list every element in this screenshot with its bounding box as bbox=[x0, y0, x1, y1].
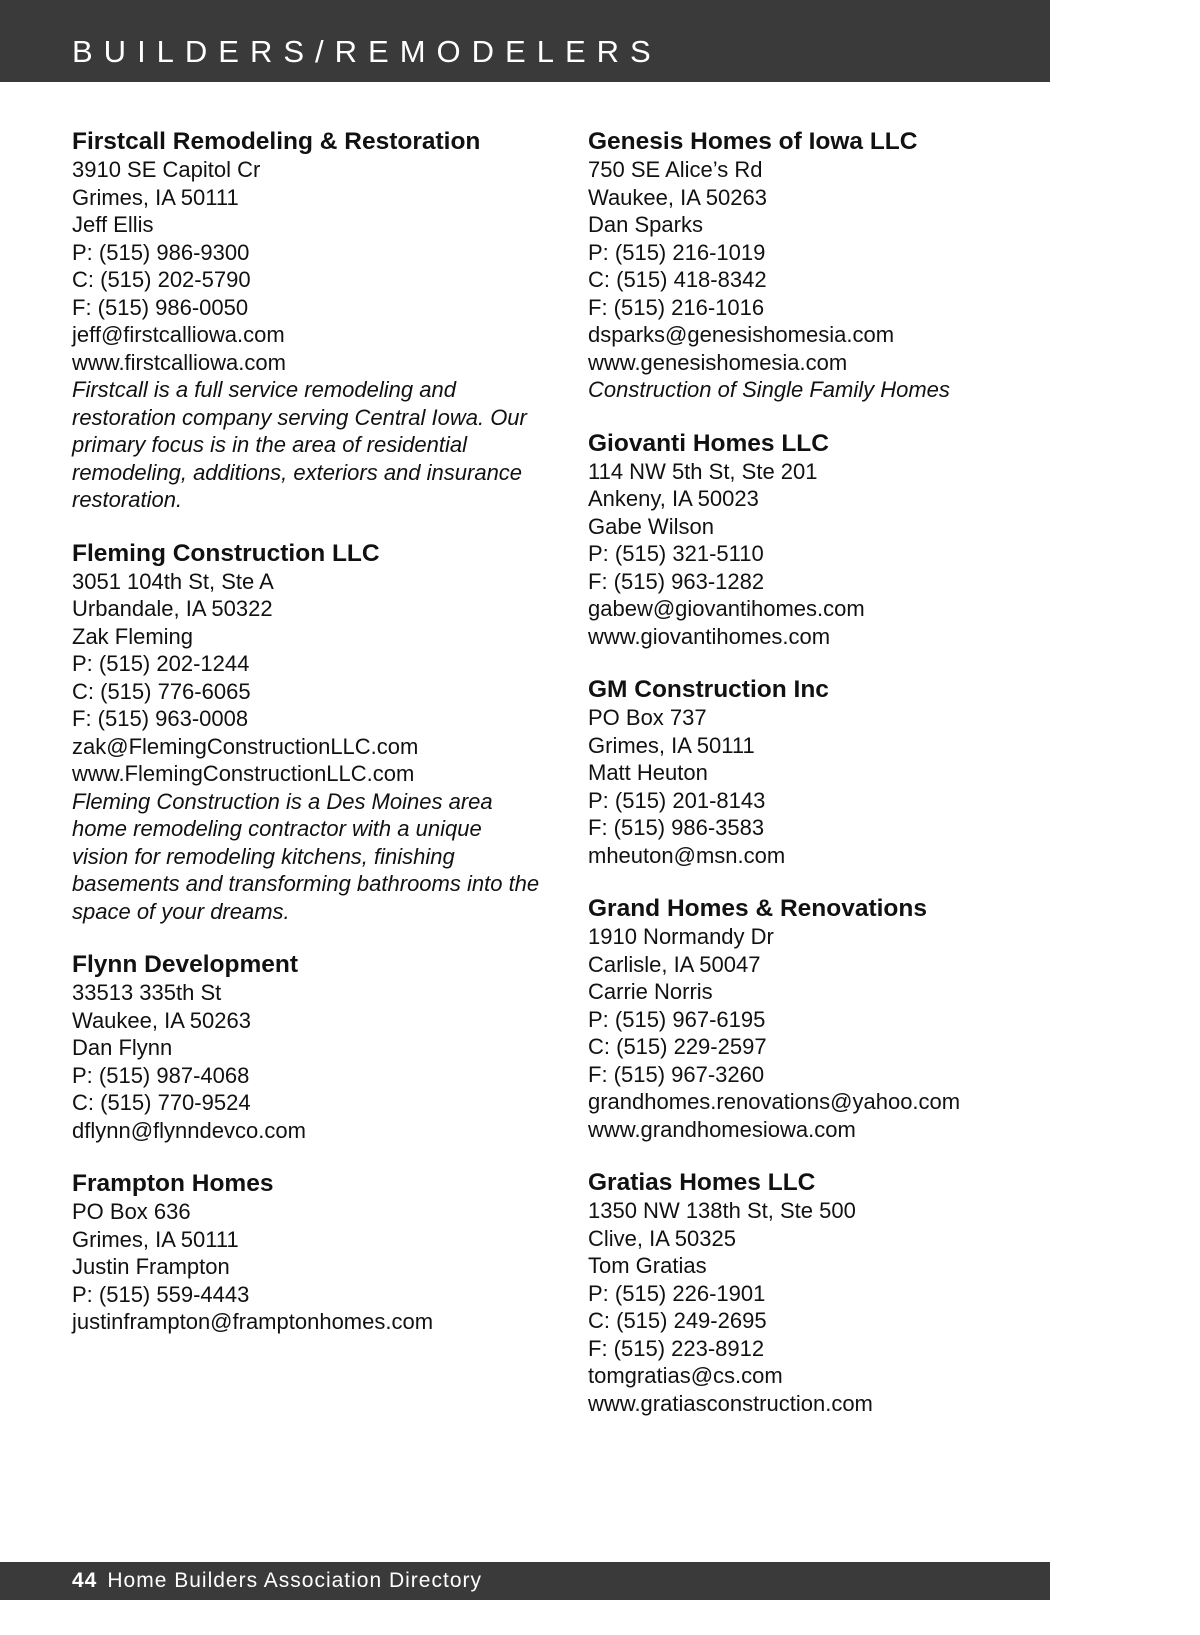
email-address: jeff@firstcalliowa.com bbox=[72, 322, 285, 347]
street-address: 114 NW 5th St, Ste 201 bbox=[588, 458, 818, 484]
footer-bar bbox=[0, 1562, 1050, 1600]
street-address: 33513 335th St bbox=[72, 980, 222, 1005]
contact-name: Carrie Norris bbox=[588, 979, 713, 1004]
email-address: mheuton@msn.com bbox=[588, 842, 786, 868]
company-name: Genesis Homes of Iowa LLC bbox=[588, 128, 918, 155]
email-address: grandhomes.renovations@yahoo.com bbox=[588, 1089, 961, 1114]
phone-number: F: (515) 216-1016 bbox=[588, 294, 765, 320]
website-url: www.genesishomesia.com bbox=[588, 349, 848, 375]
phone-number: P: (515) 216-1019 bbox=[588, 239, 766, 265]
company-name: Grand Homes & Renovations bbox=[588, 895, 927, 922]
email-address: dflynn@flynndevco.com bbox=[72, 1117, 306, 1143]
phone-number: C: (515) 418-8342 bbox=[588, 267, 767, 292]
directory-entry bbox=[588, 676, 1038, 869]
contact-name: Jeff Ellis bbox=[72, 212, 154, 237]
contact-name: Dan Flynn bbox=[72, 1035, 173, 1060]
directory-entry bbox=[72, 951, 542, 1144]
website-url: www.firstcalliowa.com bbox=[72, 349, 286, 375]
phone-number: F: (515) 963-0008 bbox=[72, 706, 249, 731]
directory-entry bbox=[72, 540, 542, 926]
phone-number: C: (515) 770-9524 bbox=[72, 1090, 251, 1115]
directory-entry bbox=[588, 1169, 1038, 1417]
phone-number: C: (515) 229-2597 bbox=[588, 1034, 767, 1059]
email-address: zak@FlemingConstructionLLC.com bbox=[72, 733, 419, 759]
contact-name: Zak Fleming bbox=[72, 623, 194, 649]
city-state-zip: Clive, IA 50325 bbox=[588, 1225, 736, 1251]
contact-name: Dan Sparks bbox=[588, 212, 703, 237]
street-address: 3910 SE Capitol Cr bbox=[72, 157, 261, 182]
street-address: PO Box 737 bbox=[588, 705, 707, 730]
phone-number: P: (515) 986-9300 bbox=[72, 239, 250, 265]
section-header-bar bbox=[0, 0, 1050, 82]
directory-entry bbox=[588, 430, 1038, 651]
city-state-zip: Waukee, IA 50263 bbox=[72, 1007, 251, 1033]
company-name: Giovanti Homes LLC bbox=[588, 429, 829, 457]
section-title: BUILDERS/REMODELERS bbox=[72, 34, 662, 69]
phone-number: P: (515) 987-4068 bbox=[72, 1062, 250, 1088]
company-name: Gratias Homes LLC bbox=[588, 1169, 816, 1196]
company-name: Frampton Homes bbox=[72, 1170, 274, 1197]
email-address: justinframpton@framptonhomes.com bbox=[72, 1309, 434, 1334]
phone-number: F: (515) 223-8912 bbox=[588, 1335, 765, 1361]
city-state-zip: Urbandale, IA 50322 bbox=[72, 596, 273, 621]
company-description: Firstcall is a full service remodeling and restoration company serving Central Iowa. Our primary focus is in the area of residential remodeling, additions, exteriors and insurance restoration. bbox=[72, 377, 527, 512]
directory-entry bbox=[588, 128, 1038, 404]
street-address: 1350 NW 138th St, Ste 500 bbox=[588, 1198, 856, 1223]
publication-title: Home Builders Association Directory bbox=[107, 1569, 482, 1592]
company-description: Fleming Construction is a Des Moines area home remodeling contractor with a unique vision for remodeling kitchens, finishing basements and transforming bathrooms into the space of your dreams. bbox=[72, 788, 540, 924]
footer-text bbox=[72, 1566, 482, 1596]
phone-number: F: (515) 986-0050 bbox=[72, 294, 249, 320]
directory-entry bbox=[588, 895, 1038, 1143]
phone-number: P: (515) 201-8143 bbox=[588, 787, 766, 813]
email-address: tomgratias@cs.com bbox=[588, 1363, 783, 1388]
directory-entry bbox=[72, 1170, 542, 1336]
city-state-zip: Grimes, IA 50111 bbox=[72, 184, 239, 210]
contact-name: Tom Gratias bbox=[588, 1253, 707, 1278]
email-address: dsparks@genesishomesia.com bbox=[588, 322, 895, 347]
street-address: PO Box 636 bbox=[72, 1199, 191, 1224]
city-state-zip: Carlisle, IA 50047 bbox=[588, 951, 761, 977]
phone-number: C: (515) 776-6065 bbox=[72, 678, 251, 704]
phone-number: F: (515) 967-3260 bbox=[588, 1061, 765, 1087]
website-url: www.grandhomesiowa.com bbox=[588, 1116, 856, 1142]
website-url: www.FlemingConstructionLLC.com bbox=[72, 761, 415, 786]
city-state-zip: Ankeny, IA 50023 bbox=[588, 486, 759, 511]
phone-number: C: (515) 202-5790 bbox=[72, 267, 251, 292]
phone-number: C: (515) 249-2695 bbox=[588, 1308, 767, 1333]
company-name: Flynn Development bbox=[72, 951, 298, 978]
street-address: 3051 104th St, Ste A bbox=[72, 568, 274, 594]
website-url: www.giovantihomes.com bbox=[588, 623, 831, 649]
city-state-zip: Grimes, IA 50111 bbox=[588, 732, 755, 758]
company-name: Firstcall Remodeling & Restoration bbox=[72, 128, 481, 155]
page-number: 44 bbox=[72, 1569, 98, 1592]
phone-number: P: (515) 559-4443 bbox=[72, 1281, 250, 1307]
contact-name: Matt Heuton bbox=[588, 760, 708, 785]
city-state-zip: Waukee, IA 50263 bbox=[588, 184, 767, 210]
website-url: www.gratiasconstruction.com bbox=[588, 1390, 873, 1416]
phone-number: P: (515) 321-5110 bbox=[588, 541, 764, 566]
phone-number: P: (515) 967-6195 bbox=[588, 1006, 766, 1032]
company-name: GM Construction Inc bbox=[588, 676, 829, 703]
company-name: Fleming Construction LLC bbox=[72, 539, 380, 567]
company-description: Construction of Single Family Homes bbox=[588, 377, 950, 402]
directory-entry bbox=[72, 128, 542, 514]
right-column bbox=[588, 128, 1038, 1443]
left-column bbox=[72, 128, 542, 1362]
contact-name: Gabe Wilson bbox=[588, 513, 714, 539]
email-address: gabew@giovantihomes.com bbox=[588, 596, 865, 621]
phone-number: F: (515) 986-3583 bbox=[588, 815, 765, 840]
city-state-zip: Grimes, IA 50111 bbox=[72, 1226, 239, 1252]
street-address: 1910 Normandy Dr bbox=[588, 924, 774, 949]
phone-number: P: (515) 202-1244 bbox=[72, 651, 250, 676]
contact-name: Justin Frampton bbox=[72, 1254, 230, 1279]
phone-number: F: (515) 963-1282 bbox=[588, 568, 765, 594]
street-address: 750 SE Alice’s Rd bbox=[588, 157, 763, 182]
phone-number: P: (515) 226-1901 bbox=[588, 1280, 766, 1306]
